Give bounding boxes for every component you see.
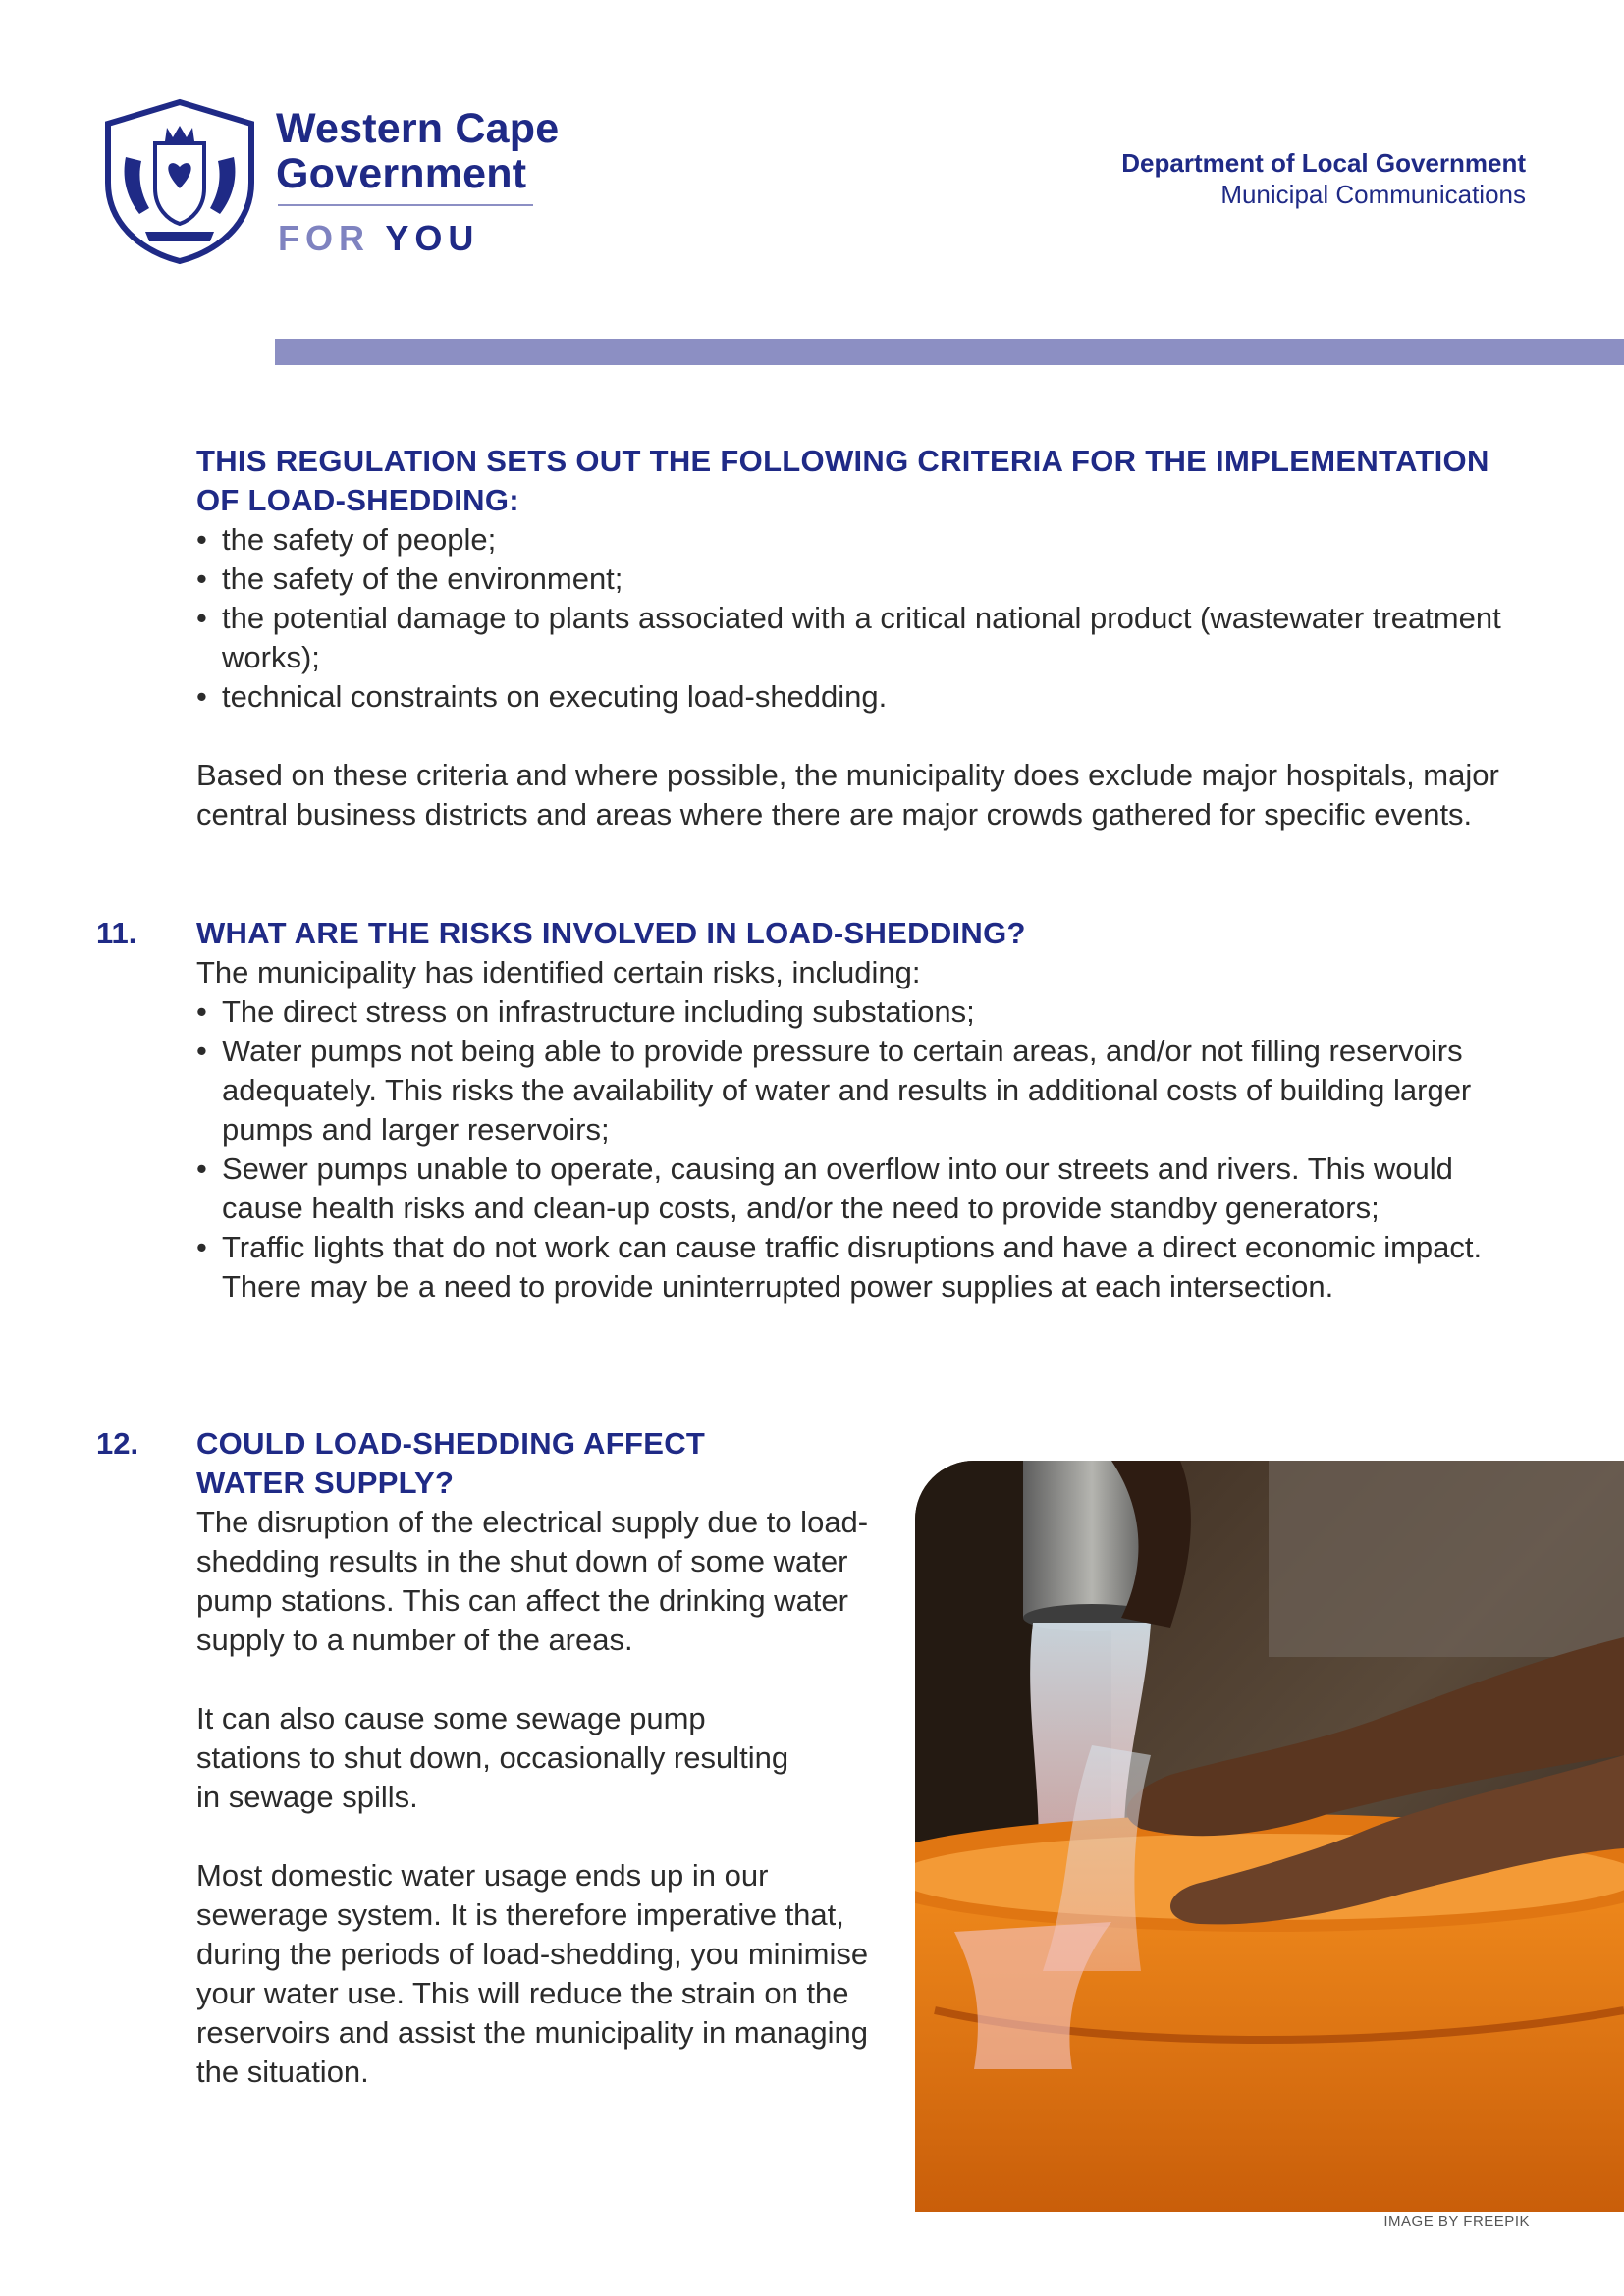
list-item: • Sewer pumps unable to operate, causing an overflow into our streets and rivers. This would cause health risks and clean-up costs, and/or the need to provide standby generators;: [196, 1149, 1532, 1228]
criteria-section: [196, 442, 1532, 834]
criteria-heading: THIS REGULATION SETS OUT THE FOLLOWING CRITERIA FOR THE IMPLEMENTATION OF LOAD-SHEDDING:: [196, 444, 1489, 517]
list-item: • the safety of people;: [196, 520, 1532, 560]
hands-water-illustration: [915, 1461, 1624, 2212]
section-11-intro: The municipality has identified certain risks, including:: [196, 955, 921, 989]
list-item: • the safety of the environment;: [196, 560, 1532, 599]
list-item: • Traffic lights that do not work can cause traffic disruptions and have a direct economic impact. There may be a need to provide uninterrupted power supplies at each intersection.: [196, 1228, 1532, 1307]
brand-line-1: Western Cape: [276, 105, 560, 152]
section-11-number: 11.: [96, 916, 137, 950]
header-band: [275, 339, 1624, 365]
list-item: • The direct stress on infrastructure including substations;: [196, 992, 1532, 1032]
section-11: [196, 914, 1532, 1307]
coat-of-arms-icon: [96, 98, 263, 265]
department-title: Department of Local Government: [1121, 148, 1526, 178]
section-12-heading: COULD LOAD-SHEDDING AFFECT WATER SUPPLY?: [196, 1426, 706, 1500]
section-12-paragraph-3: Most domestic water usage ends up in our sewerage system. It is therefore imperative that, during the periods of load-shedding, you minimise your water use. This will reduce the strain on the reservoirs and assist the municipality in managing the situation.: [196, 1858, 869, 2089]
water-hands-photo: [915, 1461, 1624, 2212]
tagline-you: YOU: [385, 218, 480, 258]
tagline-for: FOR: [278, 218, 370, 258]
section-12-paragraph-1: The disruption of the electrical supply due to load-shedding results in the shut down of some water pump stations. This can affect the drinking water supply to a number of the areas.: [196, 1505, 869, 1657]
department-subtitle: Municipal Communications: [1220, 180, 1526, 209]
department-block: [1121, 147, 1526, 210]
brand-name: [276, 106, 559, 196]
image-credit: IMAGE BY FREEPIK: [1383, 2214, 1530, 2230]
brand-divider: [278, 204, 533, 206]
section-12: [196, 1424, 903, 2092]
list-item: • the potential damage to plants associated with a critical national product (wastewater treatment works);: [196, 599, 1532, 677]
list-item: • Water pumps not being able to provide pressure to certain areas, and/or not filling reservoirs adequately. This risks the availability of water and results in additional costs of building larger pumps and larger reservoirs;: [196, 1032, 1532, 1149]
criteria-list: [196, 520, 1532, 717]
list-item: • technical constraints on executing load-shedding.: [196, 677, 1532, 717]
criteria-paragraph: Based on these criteria and where possible, the municipality does exclude major hospitals, major central business districts and areas where there are major crowds gathered for specific events.: [196, 758, 1499, 831]
section-12-number: 12.: [96, 1426, 139, 1461]
wcg-logo: [96, 98, 587, 265]
risks-list: [196, 992, 1532, 1307]
brand-line-2: Government: [276, 150, 527, 197]
section-11-heading: WHAT ARE THE RISKS INVOLVED IN LOAD-SHEDDING?: [196, 916, 1026, 950]
brand-tagline: [278, 218, 479, 259]
section-12-paragraph-2: It can also cause some sewage pump stations to shut down, occasionally resulting in sewage spills.: [196, 1701, 789, 1814]
